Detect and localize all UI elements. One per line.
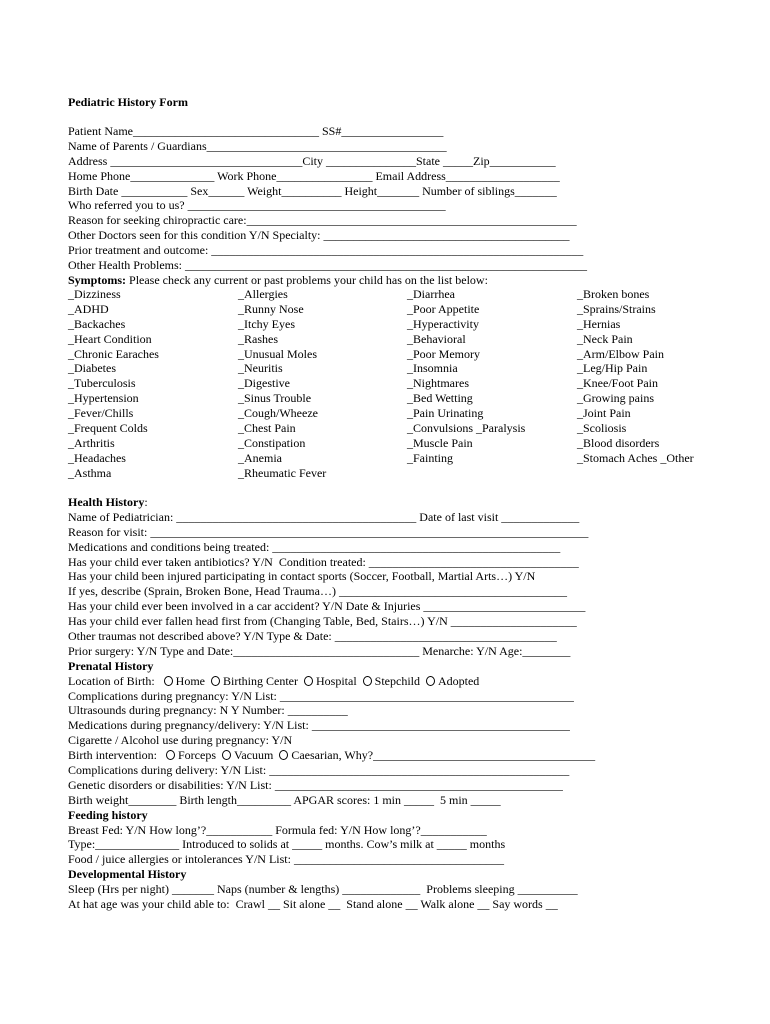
symptom-item[interactable]: _Muscle Pain bbox=[407, 435, 473, 450]
option-caesarian[interactable]: Caesarian, Why?_____________________________________ bbox=[291, 748, 596, 763]
symptom-item[interactable]: _Tuberculosis bbox=[68, 376, 136, 391]
symptom-item[interactable]: _Diabetes bbox=[68, 361, 116, 376]
birth-details-line[interactable]: Birth Date ___________ Sex______ Weight__________ Height_______ Number of siblings_______ bbox=[68, 183, 557, 198]
symptoms-column-4 bbox=[577, 287, 752, 466]
symptom-item[interactable]: _Cough/Wheeze bbox=[238, 406, 318, 421]
form-title: Pediatric History Form bbox=[68, 95, 188, 109]
radio-icon[interactable] bbox=[304, 676, 313, 686]
symptom-item[interactable]: _Nightmares bbox=[407, 376, 469, 391]
symptom-item[interactable]: _Growing pains bbox=[577, 391, 654, 406]
reason-for-visit-line[interactable]: Reason for visit: _________________________________________________________________________ bbox=[68, 524, 589, 539]
symptoms-column-1 bbox=[68, 287, 243, 481]
history-sections bbox=[68, 495, 748, 912]
symptom-item[interactable]: _Sprains/Strains bbox=[577, 301, 656, 316]
birth-weight-line[interactable]: Birth weight________ Birth length_________ APGAR scores: 1 min _____ 5 min _____ bbox=[68, 792, 501, 807]
symptom-item[interactable]: _Neck Pain bbox=[577, 331, 633, 346]
symptoms-column-3 bbox=[407, 287, 582, 466]
symptom-item[interactable]: _Rashes bbox=[238, 331, 278, 346]
radio-icon[interactable] bbox=[222, 750, 231, 760]
radio-icon[interactable] bbox=[426, 676, 435, 686]
symptom-item[interactable]: _Stomach Aches _Other bbox=[577, 450, 694, 465]
parents-line[interactable]: Name of Parents / Guardians________________________________________ bbox=[68, 138, 447, 153]
symptom-item[interactable]: _Frequent Colds bbox=[68, 421, 148, 436]
pregnancy-complications-line[interactable]: Complications during pregnancy: Y/N List: _________________________________________________ bbox=[68, 688, 574, 703]
symptom-item[interactable]: _Heart Condition bbox=[68, 331, 152, 346]
other-doctors-line[interactable]: Other Doctors seen for this condition Y/N Specialty: _________________________________________ bbox=[68, 228, 570, 243]
option-birthing-center[interactable]: Birthing Center bbox=[222, 673, 298, 688]
location-of-birth-label: Location of Birth: bbox=[68, 673, 158, 688]
symptom-item[interactable]: _Arthritis bbox=[68, 435, 115, 450]
radio-icon[interactable] bbox=[211, 676, 220, 686]
option-hospital[interactable]: Hospital bbox=[315, 673, 357, 688]
symptoms-heading: Symptoms: bbox=[68, 272, 127, 287]
symptom-item[interactable]: _Backaches bbox=[68, 316, 126, 331]
symptom-item[interactable]: _Chronic Earaches bbox=[68, 346, 159, 361]
symptom-item[interactable]: _Bed Wetting bbox=[407, 391, 473, 406]
symptom-item[interactable]: _Rheumatic Fever bbox=[238, 465, 327, 480]
symptom-item[interactable]: _Constipation bbox=[238, 435, 306, 450]
symptom-item[interactable]: _Blood disorders bbox=[577, 435, 660, 450]
symptom-item[interactable]: _Itchy Eyes bbox=[238, 316, 295, 331]
injury-describe-line[interactable]: If yes, describe (Sprain, Broken Bone, Head Trauma…) ______________________________________ bbox=[68, 584, 567, 599]
option-home[interactable]: Home bbox=[175, 673, 205, 688]
symptom-item[interactable]: _Behavioral bbox=[407, 331, 466, 346]
feeding-heading: Feeding history bbox=[68, 807, 148, 822]
symptom-item[interactable]: _Digestive bbox=[238, 376, 290, 391]
radio-icon[interactable] bbox=[363, 676, 372, 686]
medications-line[interactable]: Medications and conditions being treated: ________________________________________________ bbox=[68, 539, 561, 554]
symptom-item[interactable]: _Allergies bbox=[238, 287, 288, 301]
symptom-item[interactable]: _Poor Appetite bbox=[407, 301, 480, 316]
ultrasounds-line[interactable]: Ultrasounds during pregnancy: N Y Number: __________ bbox=[68, 703, 348, 718]
patient-name-line[interactable]: Patient Name_______________________________ SS#_________________ bbox=[68, 124, 444, 138]
option-forceps[interactable]: Forceps bbox=[178, 748, 216, 763]
solids-line[interactable]: Type:______________ Introduced to solids at _____ months. Cow’s milk at _____ months bbox=[68, 837, 506, 852]
symptom-item[interactable]: _Unusual Moles bbox=[238, 346, 317, 361]
sleep-line[interactable]: Sleep (Hrs per night) _______ Naps (number & lengths) _____________ Problems sleeping __________ bbox=[68, 882, 578, 897]
option-adopted[interactable]: Adopted bbox=[437, 673, 480, 688]
symptom-item[interactable]: _Dizziness bbox=[68, 287, 121, 301]
car-accident-line[interactable]: Has your child ever been involved in a car accident? Y/N Date & Injuries ___________________________ bbox=[68, 599, 586, 614]
cigarette-alcohol-line[interactable]: Cigarette / Alcohol use during pregnancy: Y/N bbox=[68, 733, 293, 748]
food-allergies-line[interactable]: Food / juice allergies or intolerances Y/N List: ___________________________________ bbox=[68, 852, 504, 867]
health-history-title: Health History bbox=[68, 495, 145, 509]
symptom-item[interactable]: _Headaches bbox=[68, 450, 126, 465]
symptom-item[interactable]: _Diarrhea bbox=[407, 287, 455, 301]
reason-line[interactable]: Reason for seeking chiropractic care:_______________________________________________________ bbox=[68, 213, 577, 228]
milestones-line[interactable]: At hat age was your child able to: Crawl __ Sit alone __ Stand alone __ Walk alone __ Say words __ bbox=[68, 897, 558, 912]
symptom-item[interactable]: _Runny Nose bbox=[238, 301, 304, 316]
developmental-heading: Developmental History bbox=[68, 867, 187, 882]
symptom-item[interactable]: _Neuritis bbox=[238, 361, 283, 376]
symptoms-column-2 bbox=[238, 287, 413, 481]
radio-icon[interactable] bbox=[279, 750, 288, 760]
phone-email-line[interactable]: Home Phone______________ Work Phone________________ Email Address___________________ bbox=[68, 168, 560, 183]
symptom-item[interactable]: _Chest Pain bbox=[238, 421, 296, 436]
symptom-item[interactable]: _Leg/Hip Pain bbox=[577, 361, 648, 376]
pediatrician-line[interactable]: Name of Pediatrician: ________________________________________ Date of last visit _____________ bbox=[68, 509, 580, 524]
breast-fed-line[interactable]: Breast Fed: Y/N How long’?___________ Formula fed: Y/N How long’?___________ bbox=[68, 822, 487, 837]
symptom-item[interactable]: _Arm/Elbow Pain bbox=[577, 346, 664, 361]
birth-intervention-line bbox=[68, 748, 748, 763]
health-history-heading bbox=[68, 495, 748, 510]
symptom-item[interactable]: _Asthma bbox=[68, 465, 112, 480]
birth-intervention-label: Birth intervention: bbox=[68, 748, 160, 763]
symptom-item[interactable]: _Fever/Chills bbox=[68, 406, 134, 421]
health-history-colon: : bbox=[144, 495, 148, 509]
symptom-item[interactable]: _ADHD bbox=[68, 301, 109, 316]
symptoms-instruction-text: Please check any current or past problems your child has on the list below: bbox=[126, 272, 488, 287]
option-vacuum[interactable]: Vacuum bbox=[234, 748, 274, 763]
symptom-item[interactable]: _Joint Pain bbox=[577, 406, 631, 421]
symptom-item[interactable]: _Hernias bbox=[577, 316, 621, 331]
symptom-item[interactable]: _Knee/Foot Pain bbox=[577, 376, 658, 391]
sports-injury-line[interactable]: Has your child been injured participating in contact sports (Soccer, Football, Martial Arts…) Y/N bbox=[68, 569, 536, 584]
location-of-birth-line bbox=[68, 674, 748, 689]
symptom-item[interactable]: _Poor Memory bbox=[407, 346, 480, 361]
symptom-item[interactable]: _Convulsions _Paralysis bbox=[407, 421, 526, 436]
radio-icon[interactable] bbox=[164, 676, 173, 686]
symptom-item[interactable]: _Broken bones bbox=[577, 287, 650, 301]
option-stepchild[interactable]: Stepchild bbox=[374, 673, 420, 688]
symptom-item[interactable]: _Anemia bbox=[238, 450, 282, 465]
symptom-item[interactable]: _Sinus Trouble bbox=[238, 391, 312, 406]
delivery-complications-line[interactable]: Complications during delivery: Y/N List: __________________________________________________ bbox=[68, 763, 570, 778]
symptom-item[interactable]: _Fainting bbox=[407, 450, 454, 465]
symptom-item[interactable]: _Pain Urinating bbox=[407, 406, 484, 421]
prior-surgery-line[interactable]: Prior surgery: Y/N Type and Date:_______________________________ Menarche: Y/N Age:________ bbox=[68, 643, 571, 658]
pregnancy-medications-line[interactable]: Medications during pregnancy/delivery: Y/N List: ___________________________________________ bbox=[68, 718, 570, 733]
referred-line[interactable]: Who referred you to us? ___________________________________________ bbox=[68, 198, 446, 213]
symptom-item[interactable]: _Scoliosis bbox=[577, 421, 627, 436]
fallen-head-first-line[interactable]: Has your child ever fallen head first from (Changing Table, Bed, Stairs…) Y/N _____________________ bbox=[68, 614, 577, 629]
prior-treatment-line[interactable]: Prior treatment and outcome: ______________________________________________________________ bbox=[68, 243, 584, 258]
radio-icon[interactable] bbox=[166, 750, 175, 760]
genetic-disorders-line[interactable]: Genetic disorders or disabilities: Y/N List: ________________________________________________ bbox=[68, 777, 563, 792]
antibiotics-line[interactable]: Has your child ever taken antibiotics? Y/N Condition treated: ___________________________________ bbox=[68, 554, 579, 569]
symptom-item[interactable]: _Hyperactivity bbox=[407, 316, 479, 331]
symptom-item[interactable]: _Hypertension bbox=[68, 391, 139, 406]
symptom-item[interactable]: _Insomnia bbox=[407, 361, 458, 376]
prenatal-heading: Prenatal History bbox=[68, 658, 154, 673]
symptoms-instruction bbox=[68, 273, 748, 288]
address-line[interactable]: Address ________________________________City _______________State _____Zip___________ bbox=[68, 153, 556, 168]
other-traumas-line[interactable]: Other traumas not described above? Y/N Type & Date: _____________________________________ bbox=[68, 629, 557, 644]
patient-info-section bbox=[68, 124, 748, 288]
other-health-line[interactable]: Other Health Problems: ___________________________________________________________________ bbox=[68, 258, 587, 273]
